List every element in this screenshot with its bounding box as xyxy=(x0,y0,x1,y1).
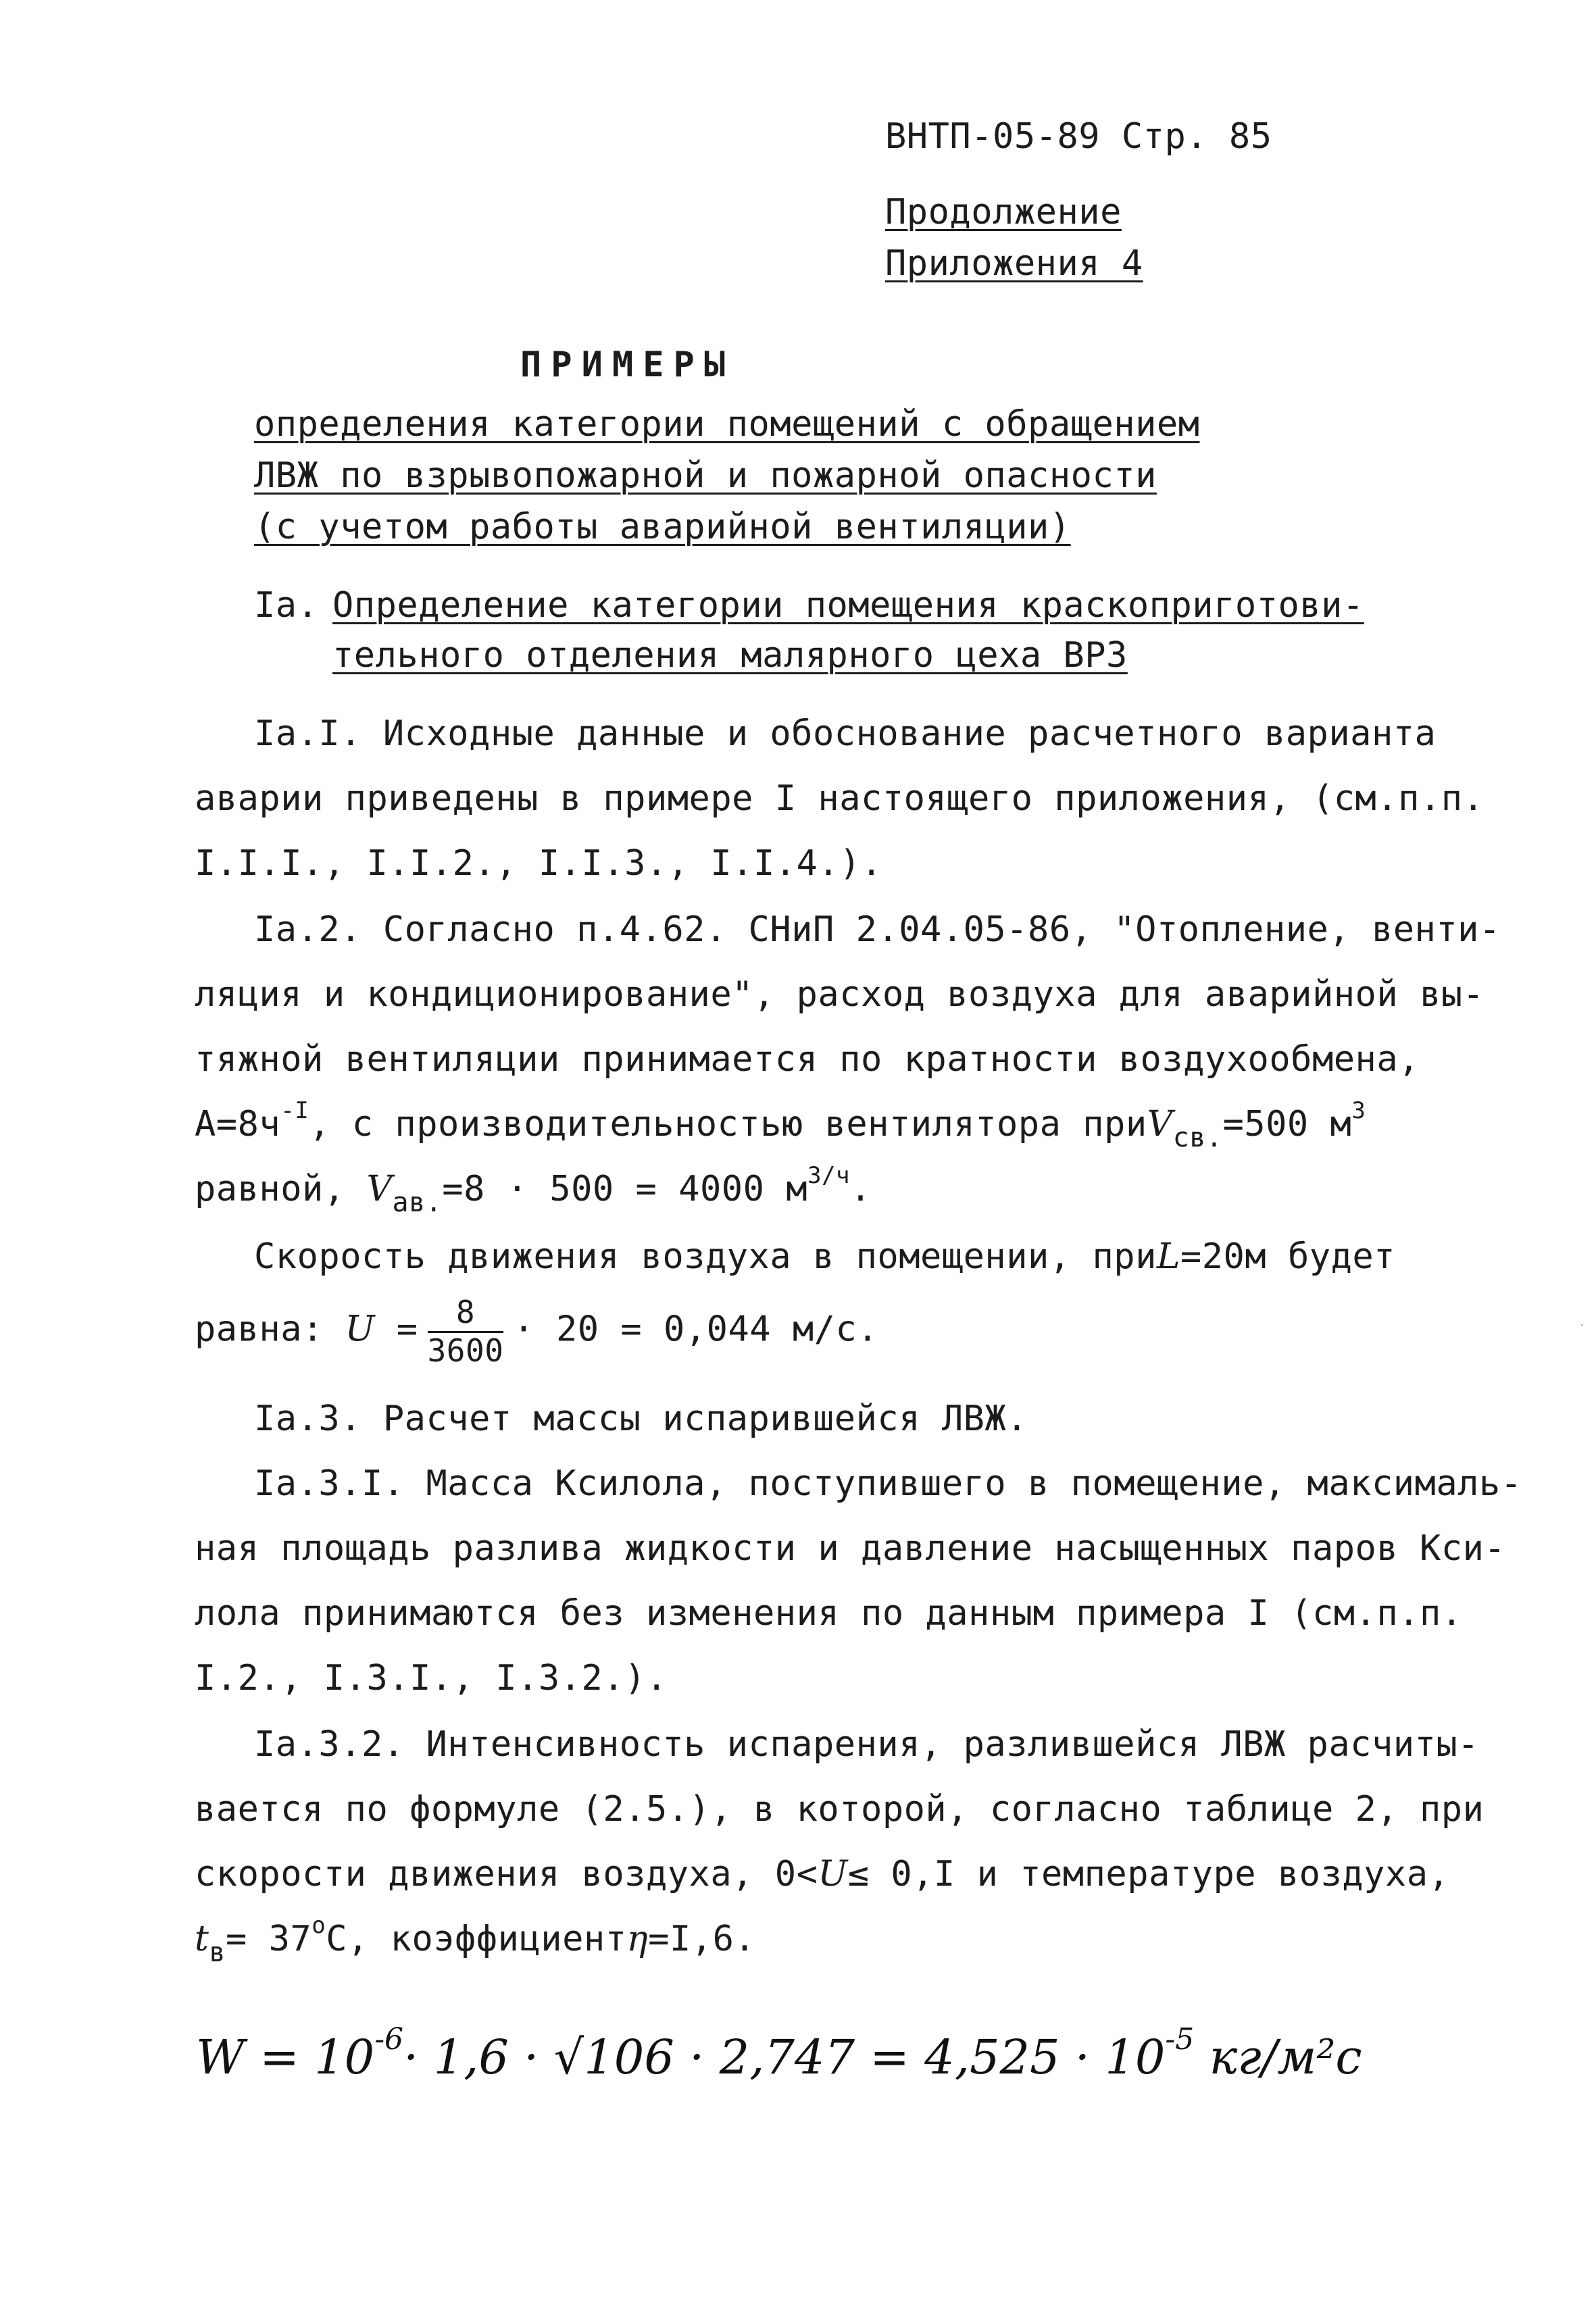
speed-fraction-numerator: 8 xyxy=(428,1294,504,1333)
length-symbol: L xyxy=(1156,1236,1180,1277)
air-speed-text: Скорость движения воздуха в помещении, при xyxy=(254,1236,1157,1277)
coefficient-label: С, коэффициент xyxy=(326,1919,627,1959)
section-heading-line-2: тельного отделения малярного цеха ВРЗ xyxy=(332,635,1128,676)
paragraph-2-line-4 xyxy=(195,1097,1366,1153)
paragraph-5-line-4: I.2., I.3.I., I.3.2.). xyxy=(195,1658,668,1699)
airflow-rate-text: А=8ч xyxy=(195,1104,281,1145)
speed-fraction-denominator: 3600 xyxy=(427,1332,504,1369)
air-speed-condition: скорости движения воздуха, 0< xyxy=(195,1854,818,1894)
paragraph-6-line-1: Iа.3.2. Интенсивность испарения, разлившейся ЛВЖ расчиты- xyxy=(254,1724,1479,1765)
temperature-condition: ≤ 0,I и температуре воздуха, xyxy=(847,1854,1450,1894)
formula-middle: · 1,6 · √106 · 2,747 = 4,525 · 10 xyxy=(403,2030,1166,2085)
page-title: ПРИМЕРЫ xyxy=(520,345,735,385)
paragraph-6-line-4 xyxy=(195,1912,756,1968)
degree-sign: о xyxy=(311,1912,326,1939)
title-subline-2: ЛВЖ по взрывопожарной и пожарной опасности xyxy=(254,455,1157,496)
title-subline-1: определения категории помещений с обращением xyxy=(254,404,1200,445)
paragraph-2-line-5 xyxy=(195,1162,872,1218)
title-subline-3: (с учетом работы аварийной вентиляции) xyxy=(254,507,1071,547)
volume-symbol: V xyxy=(1147,1104,1173,1145)
appendix-label: Приложения 4 xyxy=(885,243,1143,284)
paragraph-2-line-1: Iа.2. Согласно п.4.62. СНиП 2.04.05-86, "Отопление, венти- xyxy=(254,909,1501,950)
paragraph-5-line-2: ная площадь разлива жидкости и давление насыщенных паров Кси- xyxy=(195,1528,1506,1569)
fan-capacity-text: , с производительностью вентилятора при xyxy=(309,1104,1147,1145)
paragraph-2-line-3: тяжной вентиляции принимается по кратности воздухообмена, xyxy=(195,1039,1420,1080)
formula-lhs: W = 10 xyxy=(196,2030,375,2085)
formula-unit: кг/м²с xyxy=(1209,2030,1362,2085)
air-speed-length: =20м будет xyxy=(1180,1236,1395,1277)
equals-text: равна: xyxy=(195,1309,324,1350)
speed-equals: = xyxy=(396,1309,418,1350)
volume-subscript-2: ав. xyxy=(392,1187,443,1218)
temperature-symbol: t xyxy=(195,1919,209,1959)
coefficient-symbol: η xyxy=(626,1919,649,1959)
paragraph-4-line-1: Iа.3. Расчет массы испарившейся ЛВЖ. xyxy=(254,1399,1028,1439)
coefficient-value: =I,6. xyxy=(648,1919,756,1959)
paragraph-1-line-1: Iа.I. Исходные данные и обоснование расчетного варианта xyxy=(254,713,1437,754)
volume-calc-unit: 3/ч xyxy=(807,1162,850,1189)
paragraph-3-line-2 xyxy=(195,1294,878,1368)
volume-symbol-2: V xyxy=(366,1169,393,1209)
equal-label: равной, xyxy=(195,1169,345,1209)
section-heading-line-1: Определение категории помещения краскоприготови- xyxy=(332,585,1364,626)
temperature-value: = 37 xyxy=(226,1919,312,1959)
airflow-rate-exponent: -I xyxy=(280,1097,309,1124)
paragraph-3-line-1 xyxy=(254,1236,1395,1277)
speed-result: · 20 = 0,044 м/с. xyxy=(513,1309,879,1350)
temperature-subscript: в xyxy=(209,1937,226,1968)
paragraph-1-line-2: аварии приведены в примере I настоящего приложения, (см.п.п. xyxy=(195,778,1485,819)
doc-code-header: ВНТП-05-89 Стр. 85 xyxy=(885,116,1272,157)
paragraph-6-line-3 xyxy=(195,1854,1449,1894)
speed-symbol-2: U xyxy=(818,1854,848,1894)
scan-speck xyxy=(1581,1324,1583,1326)
speed-fraction xyxy=(428,1294,504,1368)
continuation-label: Продолжение xyxy=(885,192,1122,232)
formula-exponent-1: -6 xyxy=(374,2022,404,2057)
paragraph-5-line-3: лола принимаются без изменения по данным примера I (см.п.п. xyxy=(195,1593,1463,1634)
volume-unit-exponent: 3 xyxy=(1351,1097,1366,1124)
volume-calc-end: . xyxy=(849,1169,872,1209)
volume-calc: =8 · 500 = 4000 м xyxy=(442,1169,807,1209)
paragraph-2-line-2: ляция и кондиционирование", расход воздуха для аварийной вы- xyxy=(195,974,1485,1015)
speed-symbol: U xyxy=(345,1309,375,1350)
volume-value: =500 м xyxy=(1222,1104,1352,1145)
evaporation-formula xyxy=(196,2022,1362,2088)
paragraph-6-line-2: вается по формуле (2.5.), в которой, согласно таблице 2, при xyxy=(195,1789,1485,1830)
volume-subscript: св. xyxy=(1172,1122,1223,1153)
paragraph-1-line-3: I.I.I., I.I.2., I.I.3., I.I.4.). xyxy=(195,843,882,884)
formula-exponent-2: -5 xyxy=(1165,2022,1195,2057)
paragraph-5-line-1: Iа.3.I. Масса Ксилола, поступившего в помещение, максималь- xyxy=(254,1463,1522,1504)
section-number: Iа. xyxy=(254,585,319,626)
